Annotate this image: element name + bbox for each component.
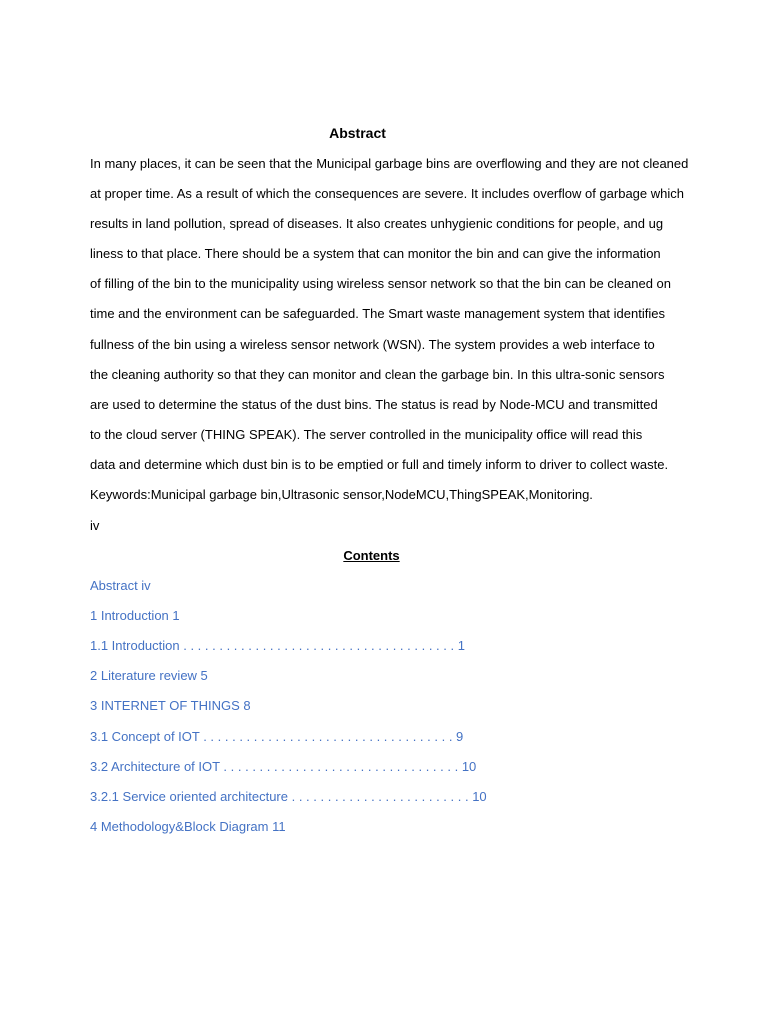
abstract-line: time and the environment can be safeguarded. The Smart waste management system that identifies — [90, 306, 665, 321]
keywords-line: Keywords:Municipal garbage bin,Ultrasonic sensor,NodeMCU,ThingSPEAK,Monitoring. — [90, 487, 593, 502]
page-number: iv — [90, 518, 100, 533]
toc-entry-architecture-of-iot[interactable]: 3.2 Architecture of IOT . . . . . . . . . . . . . . . . . . . . . . . . . . . . . . . . . 10 — [90, 759, 477, 774]
abstract-line: In many places, it can be seen that the Municipal garbage bins are overflowing and they are not cleaned — [90, 156, 689, 171]
abstract-line: results in land pollution, spread of diseases. It also creates unhygienic conditions for people, and ug — [90, 216, 664, 231]
toc-entry-abstract[interactable]: Abstract iv — [90, 578, 151, 593]
toc-entry-introduction[interactable]: 1 Introduction 1 — [90, 608, 180, 623]
contents-heading: Contents — [343, 548, 400, 563]
toc-entry-literature-review[interactable]: 2 Literature review 5 — [90, 668, 208, 683]
toc-entry-service-oriented-architecture[interactable]: 3.2.1 Service oriented architecture . . . . . . . . . . . . . . . . . . . . . . . . . 10 — [90, 789, 487, 804]
abstract-line: to the cloud server (THING SPEAK). The server controlled in the municipality office will read this — [90, 427, 643, 442]
abstract-line: are used to determine the status of the dust bins. The status is read by Node-MCU and transmitted — [90, 397, 658, 412]
toc-entry-internet-of-things[interactable]: 3 INTERNET OF THINGS 8 — [90, 698, 251, 713]
toc-entry-methodology[interactable]: 4 Methodology&Block Diagram 11 — [90, 819, 286, 834]
abstract-heading: Abstract — [329, 125, 386, 141]
abstract-line: the cleaning authority so that they can monitor and clean the garbage bin. In this ultra-sonic sensors — [90, 367, 665, 382]
abstract-line: at proper time. As a result of which the consequences are severe. It includes overflow of garbage which — [90, 186, 684, 201]
abstract-line: of filling of the bin to the municipality using wireless sensor network so that the bin can be cleaned on — [90, 276, 672, 291]
toc-entry-concept-of-iot[interactable]: 3.1 Concept of IOT . . . . . . . . . . . . . . . . . . . . . . . . . . . . . . . . . . . 9 — [90, 729, 464, 744]
abstract-line: fullness of the bin using a wireless sensor network (WSN). The system provides a web interface to — [90, 337, 655, 352]
abstract-line: data and determine which dust bin is to be emptied or full and timely inform to driver to collect waste. — [90, 457, 669, 472]
abstract-line: liness to that place. There should be a system that can monitor the bin and can give the information — [90, 246, 661, 261]
toc-entry-introduction-sub[interactable]: 1.1 Introduction . . . . . . . . . . . . . . . . . . . . . . . . . . . . . . . . . . . . . . 1 — [90, 638, 465, 653]
